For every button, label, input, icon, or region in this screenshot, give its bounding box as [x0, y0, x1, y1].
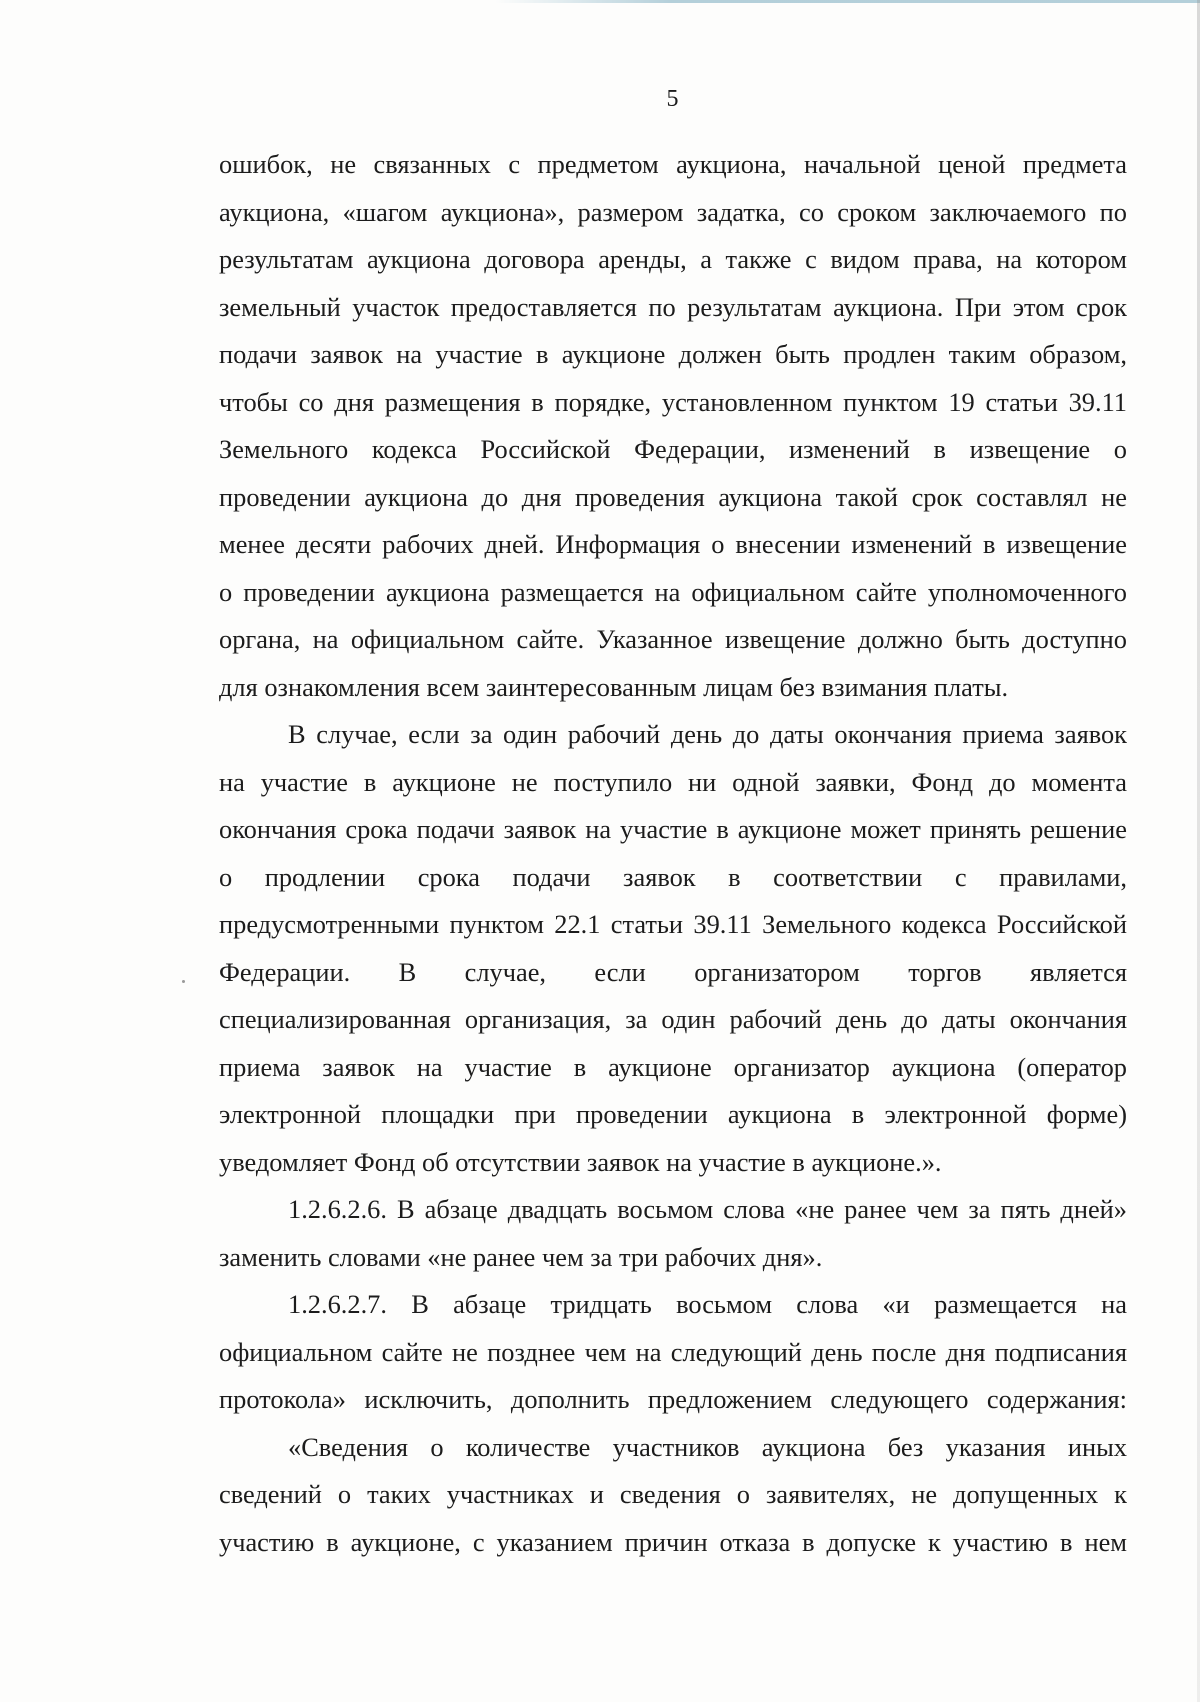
scan-edge-top [495, 0, 1200, 3]
text-line: результатам аукциона договора аренды, а также с видом права, на котором [219, 244, 1127, 274]
text-line: заменить словами «не ранее чем за три рабочих дня». [219, 1241, 823, 1272]
text-line: аукциона, «шагом аукциона», размером задатка, со сроком заключаемого по [219, 196, 1127, 227]
text-line: земельный участок предоставляется по результатам аукциона. При этом срок [219, 291, 1127, 322]
paragraph-first-line: 1.2.6.2.6. В абзаце двадцать восьмом слова «не ранее чем за пять дней» [288, 1194, 1127, 1224]
text-line: окончания срока подачи заявок на участие в аукционе может принять решение [219, 814, 1127, 844]
text-line: Земельного кодекса Российской Федерации, изменений в извещение о [219, 434, 1127, 464]
text-line: приема заявок на участие в аукционе организатор аукциона (оператор [219, 1051, 1127, 1082]
text-line: проведении аукциона до дня проведения аукциона такой срок составлял не [219, 481, 1127, 512]
text-line: сведений о таких участниках и сведения о заявителях, не допущенных к [219, 1479, 1127, 1509]
text-line: Федерации. В случае, если организатором торгов является [219, 956, 1127, 987]
text-line: на участие в аукционе не поступило ни одной заявки, Фонд до момента [219, 766, 1127, 797]
page-number: 5 [666, 86, 679, 112]
paragraph-first-line: В случае, если за один рабочий день до даты окончания приема заявок [288, 719, 1127, 749]
scan-speck [182, 980, 185, 983]
text-line: специализированная организация, за один рабочий день до даты окончания [219, 1004, 1127, 1034]
text-line: уведомляет Фонд об отсутствии заявок на участие в аукционе.». [219, 1146, 942, 1177]
paragraph-first-line: 1.2.6.2.7. В абзаце тридцать восьмом слова «и размещается на [288, 1289, 1127, 1319]
document-body [219, 141, 1127, 1566]
paragraph-first-line: «Сведения о количестве участников аукциона без указания иных [288, 1431, 1127, 1462]
text-line: о продлении срока подачи заявок в соответствии с правилами, [219, 861, 1127, 892]
text-line: электронной площадки при проведении аукциона в электронной форме) [219, 1099, 1127, 1129]
text-line: о проведении аукциона размещается на официальном сайте уполномоченного [219, 576, 1127, 607]
text-line: чтобы со дня размещения в порядке, установленном пунктом 19 статьи 39.11 [219, 386, 1127, 417]
text-line: менее десяти рабочих дней. Информация о внесении изменений в извещение [219, 529, 1127, 559]
text-line: органа, на официальном сайте. Указанное извещение должно быть доступно [219, 624, 1127, 654]
text-line: участию в аукционе, с указанием причин отказа в допуске к участию в нем [219, 1526, 1127, 1557]
text-line: предусмотренными пунктом 22.1 статьи 39.11 Земельного кодекса Российской [219, 909, 1127, 939]
text-line: для ознакомления всем заинтересованным лицам без взимания платы. [219, 671, 1009, 702]
text-line: официальном сайте не позднее чем на следующий день после дня подписания [219, 1336, 1127, 1367]
text-line: протокола» исключить, дополнить предложением следующего содержания: [219, 1384, 1127, 1414]
text-line: подачи заявок на участие в аукционе должен быть продлен таким образом, [219, 339, 1127, 369]
text-line: ошибок, не связанных с предметом аукциона, начальной ценой предмета [219, 149, 1127, 179]
